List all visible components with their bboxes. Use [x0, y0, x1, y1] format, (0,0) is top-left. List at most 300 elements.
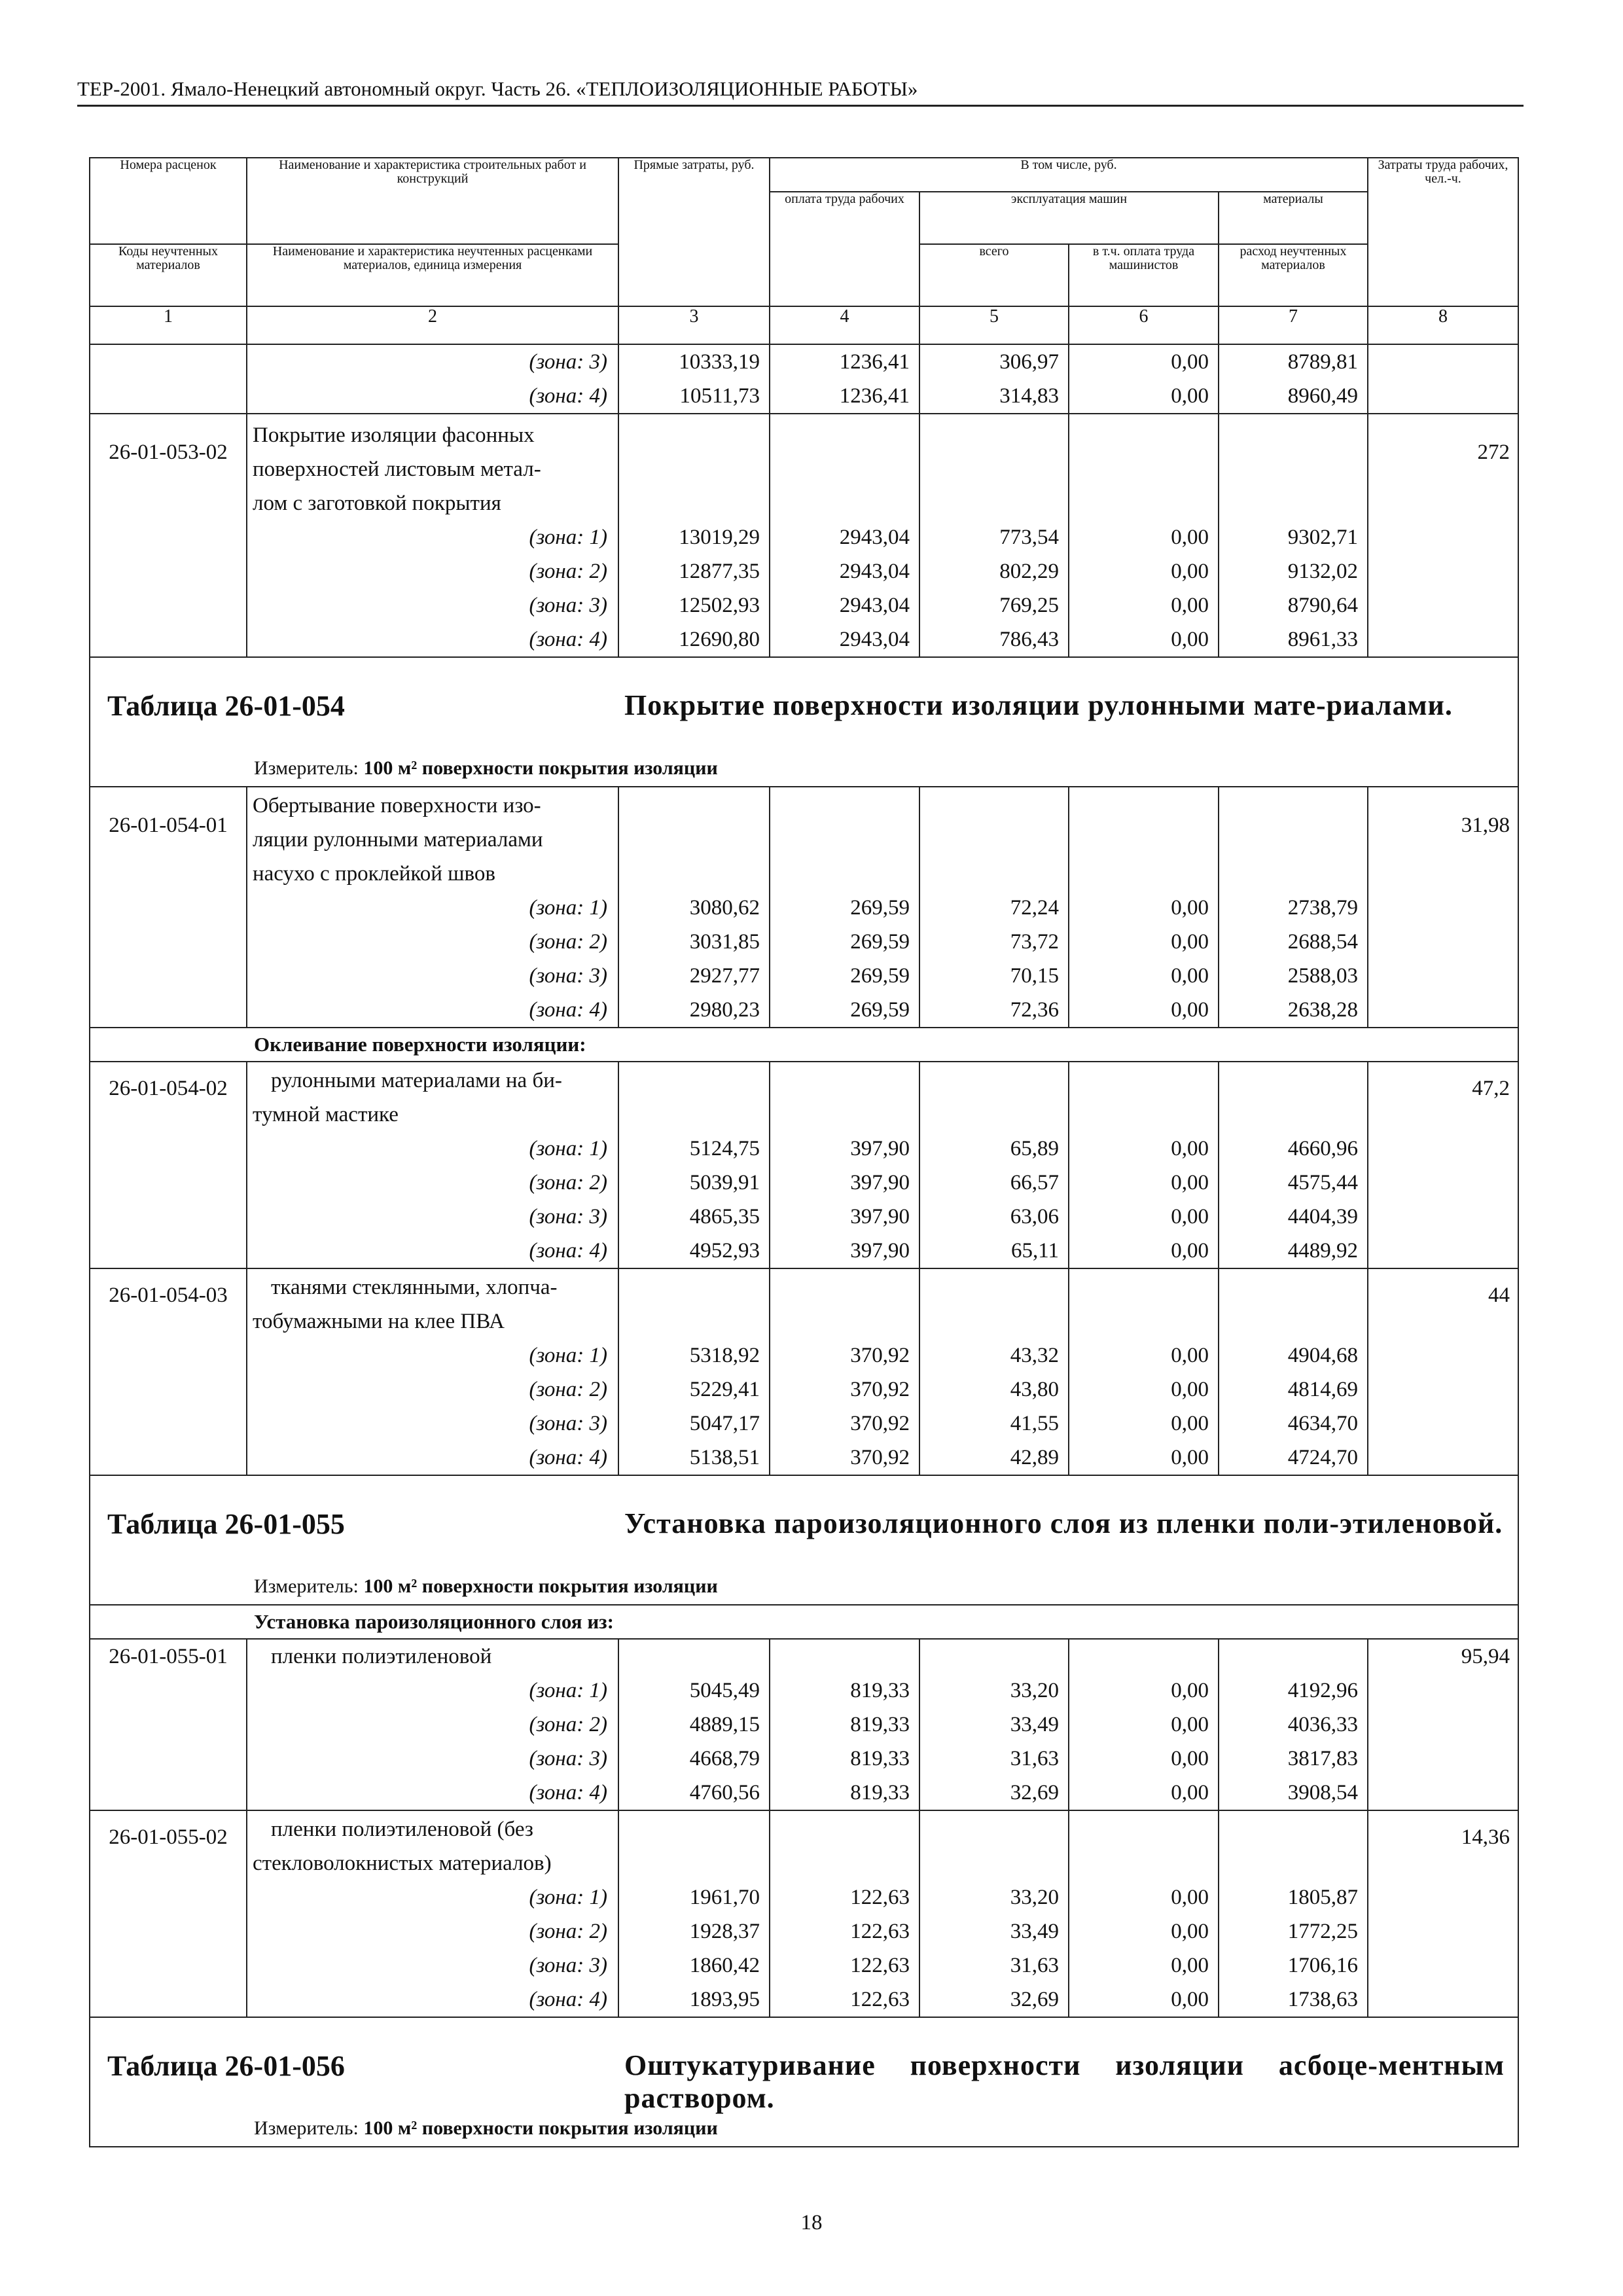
cost-value: 8789,81: [1219, 344, 1368, 379]
empty-cell: [90, 993, 247, 1028]
empty-cell: [770, 1062, 919, 1132]
empty-cell: [618, 1639, 770, 1674]
cost-value: 33,49: [919, 1914, 1069, 1948]
rate-item-26-01-055-01: [90, 1639, 1518, 1810]
cost-value: 32,69: [919, 1776, 1069, 1810]
cost-value: 819,33: [770, 1776, 919, 1810]
zone-label: (зона: 1): [247, 1880, 618, 1914]
empty-cell: [770, 787, 919, 891]
cost-value: 397,90: [770, 1200, 919, 1234]
empty-cell: [1219, 787, 1368, 891]
cost-value: 73,72: [919, 925, 1069, 959]
col-number: 7: [1219, 306, 1368, 344]
cost-value: 370,92: [770, 1407, 919, 1441]
empty-cell: [90, 1407, 247, 1441]
empty-cell: [1368, 1372, 1518, 1407]
cost-value: 1236,41: [770, 379, 919, 414]
cost-value: 0,00: [1069, 1234, 1219, 1268]
cost-value: 397,90: [770, 1166, 919, 1200]
cost-value: 773,54: [919, 520, 1069, 554]
cost-value: 2927,77: [618, 959, 770, 993]
rate-name-line: рулонными материалами на би-: [271, 1069, 562, 1092]
empty-cell: [1368, 1674, 1518, 1708]
cost-value: 0,00: [1069, 1132, 1219, 1166]
cost-value: 3031,85: [618, 925, 770, 959]
cost-value: 2943,04: [770, 554, 919, 588]
head-name-bottom: Наименование и характеристика неучтенных расценками материалов, единица измерения: [247, 244, 618, 306]
empty-cell: [90, 588, 247, 622]
cost-value: 0,00: [1069, 622, 1219, 657]
zone-label: (зона: 4): [247, 622, 618, 657]
empty-cell: [1368, 1338, 1518, 1372]
cost-value: 2943,04: [770, 622, 919, 657]
cost-value: 0,00: [1069, 379, 1219, 414]
rate-item-26-01-053-02: [90, 414, 1518, 657]
cost-value: 63,06: [919, 1200, 1069, 1234]
rate-name-line: лом с заготовкой покрытия: [253, 492, 501, 515]
page-number: 18: [800, 2211, 823, 2234]
table-number: Таблица 26-01-055: [107, 1508, 345, 1540]
empty-cell: [90, 891, 247, 925]
cost-value: 370,92: [770, 1338, 919, 1372]
cost-value: 2688,54: [1219, 925, 1368, 959]
labor-value: 44: [1368, 1268, 1518, 1338]
empty-cell: [1368, 1441, 1518, 1475]
rate-name-line: пленки полиэтиленовой: [271, 1645, 492, 1668]
cost-value: 4889,15: [618, 1708, 770, 1742]
empty-cell: [90, 1880, 247, 1914]
table-row: [90, 1268, 1518, 1338]
cost-value: 314,83: [919, 379, 1069, 414]
cost-value: 4660,96: [1219, 1132, 1368, 1166]
cost-value: 10333,19: [618, 344, 770, 379]
cost-value: 0,00: [1069, 959, 1219, 993]
table-row: [90, 1914, 1518, 1948]
cost-value: 0,00: [1069, 554, 1219, 588]
table-title: Покрытие поверхности изоляции рулонными мате-риалами.: [624, 689, 1453, 721]
measure-line: [254, 1575, 718, 1598]
table-row: [90, 1639, 1518, 1674]
empty-cell: [618, 1062, 770, 1132]
empty-cell: [1069, 1639, 1219, 1674]
empty-cell: [1368, 520, 1518, 554]
cost-value: 0,00: [1069, 344, 1219, 379]
cost-value: 0,00: [1069, 1200, 1219, 1234]
cost-value: 33,20: [919, 1674, 1069, 1708]
table-row: [90, 1234, 1518, 1268]
rate-name-line: Покрытие изоляции фасонных: [253, 423, 535, 447]
labor-value: 31,98: [1368, 787, 1518, 891]
cost-value: 66,57: [919, 1166, 1069, 1200]
cost-value: 3080,62: [618, 891, 770, 925]
rate-code: 26-01-054-03: [90, 1268, 247, 1338]
empty-cell: [90, 1132, 247, 1166]
rate-name-line: пленки полиэтиленовой (без: [271, 1818, 533, 1841]
table-row: [90, 1441, 1518, 1475]
zone-label: (зона: 4): [247, 1776, 618, 1810]
table-number: Таблица 26-01-054: [107, 690, 345, 722]
cost-value: 4634,70: [1219, 1407, 1368, 1441]
cost-value: 33,49: [919, 1708, 1069, 1742]
cost-value: 1772,25: [1219, 1914, 1368, 1948]
rate-code: 26-01-054-02: [90, 1062, 247, 1132]
empty-cell: [1368, 1880, 1518, 1914]
continuation-rows: [90, 344, 1518, 414]
cost-value: 0,00: [1069, 588, 1219, 622]
rate-name-line: Обертывание поверхности изо-: [253, 794, 541, 817]
col-number: 6: [1069, 306, 1219, 344]
empty-cell: [90, 520, 247, 554]
zone-row: [90, 344, 1518, 379]
table-title: Установка пароизоляционного слоя из пленки поли-этиленовой.: [624, 1507, 1503, 1539]
rates-table-frame: [89, 157, 1518, 2139]
cost-value: 43,80: [919, 1372, 1069, 1407]
head-machinist-pay: в т.ч. оплата труда машинистов: [1069, 244, 1219, 306]
zone-label: (зона: 3): [247, 959, 618, 993]
empty-cell: [1368, 622, 1518, 657]
rate-name-line: тканями стеклянными, хлопча-: [271, 1276, 558, 1299]
table-row: [90, 554, 1518, 588]
rate-name: [247, 1062, 618, 1132]
cost-value: 4192,96: [1219, 1674, 1368, 1708]
empty-cell: [1368, 554, 1518, 588]
rate-name: [247, 1639, 618, 1674]
measure-line: [254, 757, 718, 780]
zone-label: (зона: 3): [247, 1948, 618, 1982]
cost-value: 12502,93: [618, 588, 770, 622]
table-row: [90, 1200, 1518, 1234]
empty-cell: [919, 1639, 1069, 1674]
col-number: 3: [618, 306, 770, 344]
zone-label: (зона: 4): [247, 1982, 618, 2017]
head-unaccounted-materials: расход неучтенных материалов: [1219, 244, 1368, 306]
table-row: [90, 622, 1518, 657]
empty-cell: [618, 1268, 770, 1338]
cost-value: 269,59: [770, 993, 919, 1028]
cost-value: 122,63: [770, 1948, 919, 1982]
cost-value: 5318,92: [618, 1338, 770, 1372]
rate-item-26-01-054-02: [90, 1062, 1518, 1268]
rate-name: [247, 1268, 618, 1338]
empty-cell: [1069, 1268, 1219, 1338]
labor-value: 47,2: [1368, 1062, 1518, 1132]
cost-value: 4724,70: [1219, 1441, 1368, 1475]
empty-cell: [1069, 1810, 1219, 1880]
cost-value: 9302,71: [1219, 520, 1368, 554]
empty-cell: [618, 1810, 770, 1880]
cost-value: 9132,02: [1219, 554, 1368, 588]
empty-cell: [1368, 959, 1518, 993]
rates-table: [89, 157, 1519, 2147]
empty-cell: [1368, 379, 1518, 414]
cost-value: 43,32: [919, 1338, 1069, 1372]
cost-value: 0,00: [1069, 1372, 1219, 1407]
empty-cell: [618, 414, 770, 520]
empty-cell: [1219, 1268, 1368, 1338]
empty-cell: [770, 1268, 919, 1338]
rate-item-26-01-054-01: [90, 787, 1518, 1028]
empty-cell: [1368, 588, 1518, 622]
rate-code: 26-01-055-02: [90, 1810, 247, 1880]
cost-value: 4814,69: [1219, 1372, 1368, 1407]
cost-value: 1893,95: [618, 1982, 770, 2017]
empty-cell: [90, 1914, 247, 1948]
cost-value: 0,00: [1069, 1407, 1219, 1441]
table-row: [90, 1948, 1518, 1982]
empty-cell: [1368, 1407, 1518, 1441]
zone-label: (зона: 3): [247, 1742, 618, 1776]
cost-value: 0,00: [1069, 993, 1219, 1028]
cost-value: 2588,03: [1219, 959, 1368, 993]
rate-item-26-01-055-02: [90, 1810, 1518, 2017]
cost-value: 12877,35: [618, 554, 770, 588]
empty-cell: [1368, 1200, 1518, 1234]
rate-name-line: тобумажными на клее ПВА: [253, 1310, 505, 1333]
measure-text: Измеритель:: [254, 2117, 359, 2139]
table-row: [90, 1407, 1518, 1441]
table-row: [90, 1810, 1518, 1880]
labor-value: 272: [1368, 414, 1518, 520]
cost-value: 819,33: [770, 1742, 919, 1776]
table-row: [90, 891, 1518, 925]
col-number: 1: [90, 306, 247, 344]
cost-value: 0,00: [1069, 1441, 1219, 1475]
table-row: [90, 1372, 1518, 1407]
table-row: [90, 959, 1518, 993]
table-row: [90, 1132, 1518, 1166]
empty-cell: [1368, 993, 1518, 1028]
cost-value: 786,43: [919, 622, 1069, 657]
cost-value: 0,00: [1069, 1914, 1219, 1948]
cost-value: 8960,49: [1219, 379, 1368, 414]
table-row: [90, 787, 1518, 891]
head-labor-costs: Затраты труда рабочих, чел.-ч.: [1368, 158, 1518, 306]
table-number: Таблица 26-01-056: [107, 2050, 345, 2082]
table-row: [90, 1742, 1518, 1776]
empty-cell: [1368, 1982, 1518, 2017]
table-055-header: [90, 1475, 1518, 1605]
cost-value: 8790,64: [1219, 588, 1368, 622]
cost-value: 1928,37: [618, 1914, 770, 1948]
empty-cell: [90, 1441, 247, 1475]
table-row: [90, 1776, 1518, 1810]
cost-value: 0,00: [1069, 1776, 1219, 1810]
cost-value: 370,92: [770, 1441, 919, 1475]
cost-value: 4668,79: [618, 1742, 770, 1776]
cost-value: 397,90: [770, 1132, 919, 1166]
zone-label: (зона: 2): [247, 1914, 618, 1948]
cost-value: 1236,41: [770, 344, 919, 379]
zone-label: (зона: 4): [247, 1441, 618, 1475]
cost-value: 769,25: [919, 588, 1069, 622]
empty-cell: [90, 1776, 247, 1810]
cost-value: 122,63: [770, 1880, 919, 1914]
cost-value: 2638,28: [1219, 993, 1368, 1028]
zone-label: (зона: 1): [247, 520, 618, 554]
col-number: 5: [919, 306, 1069, 344]
cost-value: 4865,35: [618, 1200, 770, 1234]
cost-value: 0,00: [1069, 891, 1219, 925]
table-row: [90, 588, 1518, 622]
cost-value: 42,89: [919, 1441, 1069, 1475]
zone-label: (зона: 4): [247, 993, 618, 1028]
cost-value: 0,00: [1069, 1708, 1219, 1742]
table-054-header: [90, 657, 1518, 787]
cost-value: 0,00: [1069, 520, 1219, 554]
running-head: ТЕР-2001. Ямало-Ненецкий автономный округ. Часть 26. «ТЕПЛОИЗОЛЯЦИОННЫЕ РАБОТЫ»: [77, 77, 918, 100]
cost-value: 65,11: [919, 1234, 1069, 1268]
table-row: [90, 1708, 1518, 1742]
cost-value: 32,69: [919, 1982, 1069, 2017]
cost-value: 1860,42: [618, 1948, 770, 1982]
cost-value: 0,00: [1069, 1674, 1219, 1708]
rate-name-line: стекловолокнистых материалов): [253, 1852, 552, 1875]
rate-name: [247, 1810, 618, 1880]
cost-value: 13019,29: [618, 520, 770, 554]
empty-cell: [1368, 891, 1518, 925]
measure-text: Измеритель:: [254, 757, 359, 779]
cost-value: 122,63: [770, 1914, 919, 1948]
empty-cell: [1368, 1166, 1518, 1200]
cost-value: 269,59: [770, 959, 919, 993]
empty-cell: [90, 554, 247, 588]
empty-cell: [1069, 787, 1219, 891]
table-row: [90, 993, 1518, 1028]
zone-label: (зона: 4): [247, 1234, 618, 1268]
zone-row: [90, 379, 1518, 414]
head-machines: эксплуатация машин: [919, 192, 1219, 244]
head-name-top: Наименование и характеристика строительных работ и конструкций: [247, 158, 618, 244]
cost-value: 1805,87: [1219, 1880, 1368, 1914]
cost-value: 5124,75: [618, 1132, 770, 1166]
cost-value: 1706,16: [1219, 1948, 1368, 1982]
subhead-vapor: [90, 1605, 1518, 1639]
cost-value: 269,59: [770, 925, 919, 959]
empty-cell: [90, 1674, 247, 1708]
cost-value: 4036,33: [1219, 1708, 1368, 1742]
cost-value: 1961,70: [618, 1880, 770, 1914]
cost-value: 4489,92: [1219, 1234, 1368, 1268]
empty-cell: [1219, 1639, 1368, 1674]
cost-value: 70,15: [919, 959, 1069, 993]
cost-value: 2943,04: [770, 588, 919, 622]
zone-label: (зона: 2): [247, 1372, 618, 1407]
empty-cell: [919, 1810, 1069, 1880]
cost-value: 8961,33: [1219, 622, 1368, 657]
empty-cell: [90, 1234, 247, 1268]
cost-value: 269,59: [770, 891, 919, 925]
empty-cell: [1368, 344, 1518, 379]
empty-cell: [919, 1268, 1069, 1338]
cost-value: 0,00: [1069, 1948, 1219, 1982]
cost-value: 122,63: [770, 1982, 919, 2017]
section-subheading: Оклеивание поверхности изоляции:: [90, 1028, 1518, 1062]
table-row: [90, 414, 1518, 520]
head-machines-total: всего: [919, 244, 1069, 306]
cost-value: 31,63: [919, 1948, 1069, 1982]
empty-cell: [1368, 1776, 1518, 1810]
rate-name: [247, 414, 618, 520]
rate-name: [247, 787, 618, 891]
table-title: Оштукатуривание поверхности изоляции асбоце-ментным раствором.: [624, 2049, 1505, 2114]
cost-value: 4904,68: [1219, 1338, 1368, 1372]
cost-value: 306,97: [919, 344, 1069, 379]
measure-text: Измеритель:: [254, 1575, 359, 1597]
empty-cell: [1219, 1062, 1368, 1132]
cost-value: 397,90: [770, 1234, 919, 1268]
zone-label: (зона: 4): [247, 379, 618, 414]
empty-cell: [1368, 1234, 1518, 1268]
empty-cell: [770, 1810, 919, 1880]
cost-value: 0,00: [1069, 1166, 1219, 1200]
running-head-rule: [77, 105, 1524, 107]
empty-cell: [90, 622, 247, 657]
cost-value: 12690,80: [618, 622, 770, 657]
labor-value: 95,94: [1368, 1639, 1518, 1674]
zone-label: (зона: 3): [247, 1407, 618, 1441]
empty-cell: [770, 414, 919, 520]
cost-value: 10511,73: [618, 379, 770, 414]
cost-value: 4952,93: [618, 1234, 770, 1268]
cost-value: 33,20: [919, 1880, 1069, 1914]
table-056-header: [90, 2017, 1518, 2147]
table-head: [90, 158, 1518, 344]
rate-code: 26-01-055-01: [90, 1639, 247, 1674]
table-row: [90, 1880, 1518, 1914]
cost-value: 3908,54: [1219, 1776, 1368, 1810]
table-row: [90, 1062, 1518, 1132]
zone-label: (зона: 3): [247, 588, 618, 622]
empty-cell: [1368, 1708, 1518, 1742]
zone-label: (зона: 1): [247, 1338, 618, 1372]
empty-cell: [919, 414, 1069, 520]
empty-cell: [919, 787, 1069, 891]
head-including-group: В том числе, руб.: [770, 158, 1368, 192]
measure-text: 100 м² поверхности покрытия изоляции: [363, 2117, 718, 2139]
cost-value: 5229,41: [618, 1372, 770, 1407]
cost-value: 41,55: [919, 1407, 1069, 1441]
head-materials: материалы: [1219, 192, 1368, 244]
head-code-bottom: Коды неучтенных материалов: [90, 244, 247, 306]
cost-value: 2943,04: [770, 520, 919, 554]
cost-value: 72,24: [919, 891, 1069, 925]
table-row: [90, 1166, 1518, 1200]
rate-item-26-01-054-03: [90, 1268, 1518, 1475]
table-row: [90, 925, 1518, 959]
head-direct-costs: Прямые затраты, руб.: [618, 158, 770, 306]
empty-cell: [618, 787, 770, 891]
empty-cell: [90, 1948, 247, 1982]
cost-value: 802,29: [919, 554, 1069, 588]
rate-code: 26-01-053-02: [90, 414, 247, 520]
cost-value: 3817,83: [1219, 1742, 1368, 1776]
cost-value: 2738,79: [1219, 891, 1368, 925]
empty-cell: [770, 1639, 919, 1674]
empty-cell: [90, 925, 247, 959]
labor-value: 14,36: [1368, 1810, 1518, 1880]
cost-value: 2980,23: [618, 993, 770, 1028]
cost-value: 0,00: [1069, 925, 1219, 959]
cost-value: 5047,17: [618, 1407, 770, 1441]
col-number: 2: [247, 306, 618, 344]
cost-value: 0,00: [1069, 1982, 1219, 2017]
zone-label: (зона: 2): [247, 1708, 618, 1742]
empty-cell: [90, 1166, 247, 1200]
table-row: [90, 1982, 1518, 2017]
zone-label: (зона: 1): [247, 1132, 618, 1166]
rate-name-line: насухо с проклейкой швов: [253, 862, 495, 886]
empty-cell: [1368, 1132, 1518, 1166]
